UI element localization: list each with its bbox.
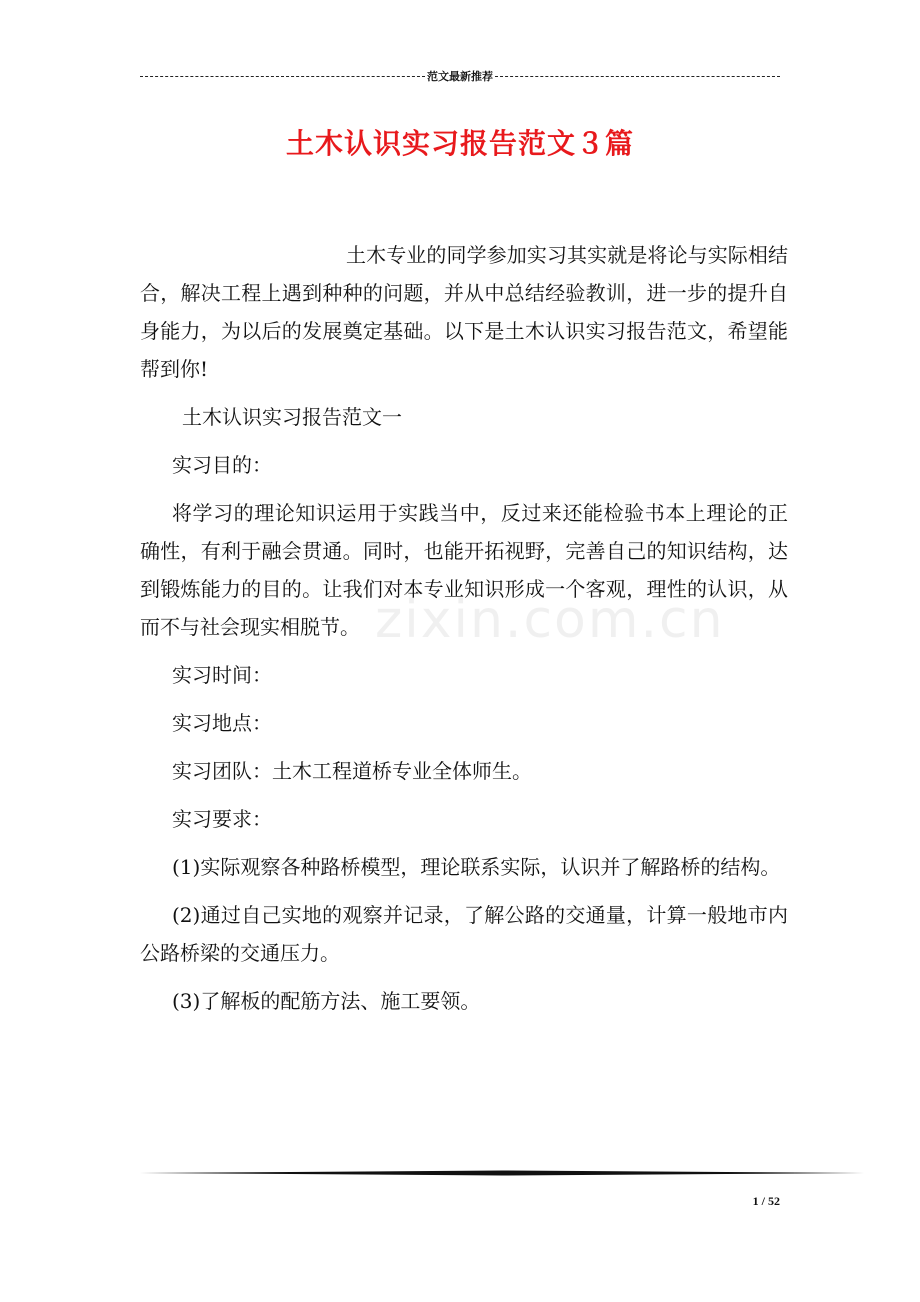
- document-body: [140, 236, 788, 1030]
- paragraph-location: 实习地点：: [172, 711, 272, 735]
- footer-rule: [140, 1168, 864, 1178]
- watermark: zixin.com.cn: [375, 590, 725, 650]
- requirement-item-2: (2)通过自己实地的观察并记录，了解公路的交通量，计算一般地市内公路桥梁的交通压力。: [140, 903, 788, 965]
- section-heading: 土木认识实习报告范文一: [182, 405, 402, 429]
- page-header: [140, 68, 780, 84]
- requirement-item-1: (1)实际观察各种路桥模型，理论联系实际，认识并了解路桥的结构。: [172, 855, 781, 879]
- paragraph-purpose: 将学习的理论知识运用于实践当中，反过来还能检验书本上理论的正确性，有利于融会贯通。同时，也能开拓视野，完善自己的知识结构，达到锻炼能力的目的。让我们对本专业知识形成一个客观，理性的认识，从而不与社会现实相脱节。: [140, 501, 788, 639]
- header-dash-left: [140, 76, 425, 77]
- paragraph-team: 实习团队：土木工程道桥专业全体师生。: [172, 759, 532, 783]
- page-number: 1 / 52: [752, 1194, 780, 1208]
- intro-paragraph: 土木专业的同学参加实习其实就是将论与实际相结合，解决工程上遇到种种的问题，并从中总结经验教训，进一步的提升自身能力，为以后的发展奠定基础。以下是土木认识实习报告范文，希望能帮到你!: [140, 243, 788, 381]
- paragraph-purpose-label: 实习目的：: [172, 453, 272, 477]
- paragraph-time: 实习时间：: [172, 663, 272, 687]
- requirement-item-3: (3)了解板的配筋方法、施工要领。: [172, 989, 481, 1013]
- header-dash-right: [495, 76, 780, 77]
- paragraph-requirements-label: 实习要求：: [172, 807, 272, 831]
- header-label: 范文最新推荐: [427, 70, 493, 83]
- document-title: 土木认识实习报告范文３篇: [285, 127, 634, 160]
